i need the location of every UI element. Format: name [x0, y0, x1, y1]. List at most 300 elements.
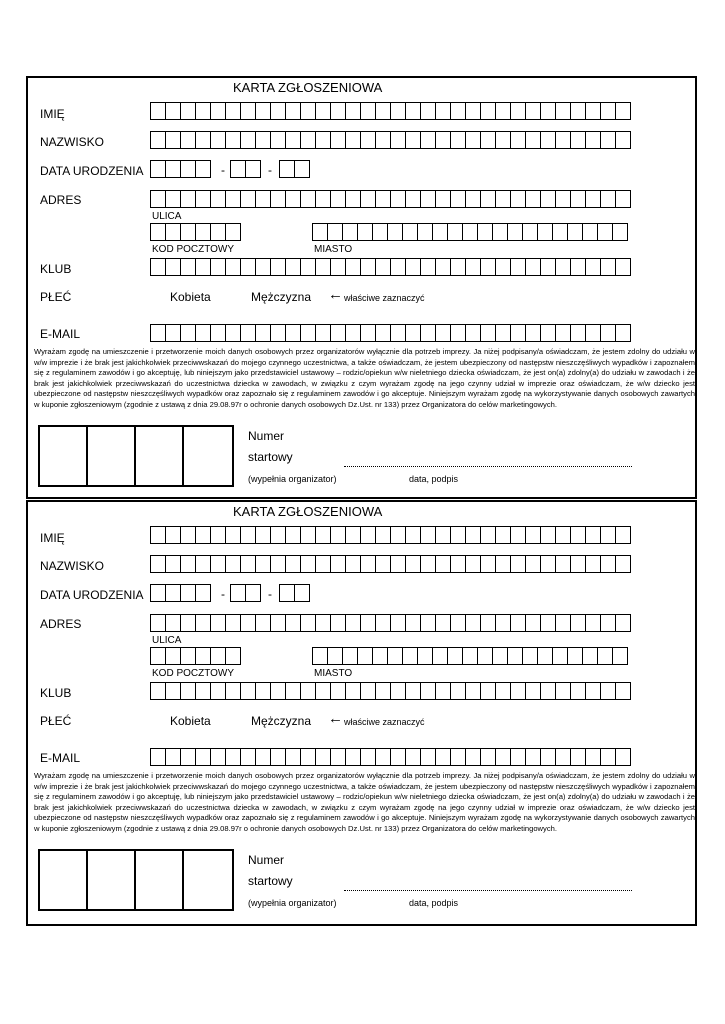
char-box[interactable] — [421, 526, 436, 544]
char-box[interactable] — [256, 190, 271, 208]
char-box[interactable] — [226, 748, 241, 766]
char-box[interactable] — [466, 526, 481, 544]
char-box[interactable] — [586, 190, 601, 208]
char-box[interactable] — [211, 102, 226, 120]
char-box[interactable] — [256, 555, 271, 573]
char-box[interactable] — [568, 223, 583, 241]
char-box[interactable] — [511, 614, 526, 632]
char-box[interactable] — [181, 131, 196, 149]
char-box[interactable] — [568, 647, 583, 665]
char-box[interactable] — [571, 614, 586, 632]
char-box[interactable] — [181, 223, 196, 241]
char-box[interactable] — [361, 748, 376, 766]
char-box[interactable] — [226, 190, 241, 208]
char-box[interactable] — [451, 682, 466, 700]
char-box[interactable] — [466, 131, 481, 149]
imie-boxes[interactable] — [150, 102, 631, 120]
char-box[interactable] — [346, 682, 361, 700]
char-box[interactable] — [556, 324, 571, 342]
char-box[interactable] — [436, 324, 451, 342]
char-box[interactable] — [226, 324, 241, 342]
imie-boxes[interactable] — [150, 526, 631, 544]
ulica-boxes[interactable] — [150, 190, 631, 208]
char-box[interactable] — [586, 258, 601, 276]
char-box[interactable] — [586, 614, 601, 632]
char-box[interactable] — [523, 223, 538, 241]
char-box[interactable] — [586, 682, 601, 700]
char-box[interactable] — [496, 682, 511, 700]
option-mezczyzna[interactable]: Mężczyzna — [251, 714, 312, 728]
char-box[interactable] — [331, 748, 346, 766]
char-box[interactable] — [511, 324, 526, 342]
char-box[interactable] — [601, 324, 616, 342]
char-box[interactable] — [211, 258, 226, 276]
char-box[interactable] — [286, 526, 301, 544]
char-box[interactable] — [286, 555, 301, 573]
char-box[interactable] — [181, 160, 196, 178]
char-box[interactable] — [466, 324, 481, 342]
char-box[interactable] — [151, 258, 166, 276]
char-box[interactable] — [196, 647, 211, 665]
char-box[interactable] — [601, 748, 616, 766]
char-box[interactable] — [421, 555, 436, 573]
char-box[interactable] — [196, 748, 211, 766]
char-box[interactable] — [616, 258, 631, 276]
char-box[interactable] — [343, 223, 358, 241]
char-box[interactable] — [241, 258, 256, 276]
char-box[interactable] — [526, 748, 541, 766]
char-box[interactable] — [406, 682, 421, 700]
char-box[interactable] — [406, 526, 421, 544]
char-box[interactable] — [541, 555, 556, 573]
char-box[interactable] — [301, 526, 316, 544]
char-box[interactable] — [196, 190, 211, 208]
char-box[interactable] — [616, 190, 631, 208]
char-box[interactable] — [211, 324, 226, 342]
char-box[interactable] — [376, 614, 391, 632]
char-box[interactable] — [181, 526, 196, 544]
char-box[interactable] — [511, 682, 526, 700]
char-box[interactable] — [256, 258, 271, 276]
char-box[interactable] — [421, 102, 436, 120]
char-box[interactable] — [523, 647, 538, 665]
char-box[interactable] — [286, 324, 301, 342]
char-box[interactable] — [256, 324, 271, 342]
birth-month-boxes[interactable] — [230, 160, 261, 178]
char-box[interactable] — [406, 102, 421, 120]
char-box[interactable] — [481, 614, 496, 632]
char-box[interactable] — [433, 647, 448, 665]
char-box[interactable] — [391, 258, 406, 276]
char-box[interactable] — [466, 748, 481, 766]
char-box[interactable] — [598, 647, 613, 665]
char-box[interactable] — [436, 526, 451, 544]
char-box[interactable] — [586, 748, 601, 766]
char-box[interactable] — [541, 102, 556, 120]
char-box[interactable] — [246, 160, 261, 178]
char-box[interactable] — [286, 682, 301, 700]
char-box[interactable] — [556, 748, 571, 766]
char-box[interactable] — [226, 614, 241, 632]
char-box[interactable] — [556, 190, 571, 208]
char-box[interactable] — [346, 526, 361, 544]
char-box[interactable] — [301, 614, 316, 632]
char-box[interactable] — [331, 102, 346, 120]
char-box[interactable] — [481, 102, 496, 120]
char-box[interactable] — [451, 102, 466, 120]
char-box[interactable] — [231, 160, 246, 178]
char-box[interactable] — [391, 748, 406, 766]
char-box[interactable] — [181, 584, 196, 602]
char-box[interactable] — [361, 526, 376, 544]
signature-line[interactable] — [344, 466, 632, 467]
char-box[interactable] — [246, 584, 261, 602]
char-box[interactable] — [571, 324, 586, 342]
email-boxes[interactable] — [150, 324, 631, 342]
kod-pocztowy-boxes[interactable] — [150, 223, 241, 241]
char-box[interactable] — [376, 258, 391, 276]
char-box[interactable] — [211, 647, 226, 665]
char-box[interactable] — [571, 190, 586, 208]
char-box[interactable] — [601, 555, 616, 573]
char-box[interactable] — [388, 647, 403, 665]
char-box[interactable] — [301, 258, 316, 276]
char-box[interactable] — [586, 555, 601, 573]
char-box[interactable] — [346, 748, 361, 766]
char-box[interactable] — [466, 555, 481, 573]
char-box[interactable] — [421, 131, 436, 149]
char-box[interactable] — [481, 682, 496, 700]
char-box[interactable] — [295, 160, 310, 178]
klub-boxes[interactable] — [150, 258, 631, 276]
char-box[interactable] — [571, 555, 586, 573]
char-box[interactable] — [451, 526, 466, 544]
char-box[interactable] — [556, 258, 571, 276]
option-mezczyzna[interactable]: Mężczyzna — [251, 290, 312, 304]
birth-day-boxes[interactable] — [150, 160, 211, 178]
char-box[interactable] — [286, 131, 301, 149]
char-box[interactable] — [583, 647, 598, 665]
char-box[interactable] — [481, 526, 496, 544]
char-box[interactable] — [226, 223, 241, 241]
char-box[interactable] — [466, 258, 481, 276]
char-box[interactable] — [280, 584, 295, 602]
char-box[interactable] — [346, 614, 361, 632]
char-box[interactable] — [616, 682, 631, 700]
char-box[interactable] — [406, 748, 421, 766]
char-box[interactable] — [538, 647, 553, 665]
char-box[interactable] — [616, 748, 631, 766]
char-box[interactable] — [556, 526, 571, 544]
char-box[interactable] — [241, 190, 256, 208]
char-box[interactable] — [331, 555, 346, 573]
char-box[interactable] — [166, 223, 181, 241]
char-box[interactable] — [211, 748, 226, 766]
char-box[interactable] — [526, 258, 541, 276]
char-box[interactable] — [316, 614, 331, 632]
char-box[interactable] — [616, 526, 631, 544]
char-box[interactable] — [271, 102, 286, 120]
char-box[interactable] — [241, 131, 256, 149]
char-box[interactable] — [331, 324, 346, 342]
char-box[interactable] — [346, 258, 361, 276]
char-box[interactable] — [571, 258, 586, 276]
char-box[interactable] — [226, 258, 241, 276]
char-box[interactable] — [508, 647, 523, 665]
char-box[interactable] — [493, 647, 508, 665]
char-box[interactable] — [358, 223, 373, 241]
char-box[interactable] — [196, 223, 211, 241]
char-box[interactable] — [391, 526, 406, 544]
char-box[interactable] — [583, 223, 598, 241]
char-box[interactable] — [376, 682, 391, 700]
birth-year-boxes[interactable] — [279, 584, 310, 602]
char-box[interactable] — [331, 682, 346, 700]
char-box[interactable] — [358, 647, 373, 665]
char-box[interactable] — [286, 190, 301, 208]
char-box[interactable] — [481, 324, 496, 342]
char-box[interactable] — [436, 748, 451, 766]
char-box[interactable] — [421, 190, 436, 208]
char-box[interactable] — [391, 614, 406, 632]
char-box[interactable] — [181, 102, 196, 120]
char-box[interactable] — [538, 223, 553, 241]
char-box[interactable] — [166, 614, 181, 632]
char-box[interactable] — [526, 614, 541, 632]
char-box[interactable] — [436, 682, 451, 700]
char-box[interactable] — [331, 526, 346, 544]
char-box[interactable] — [316, 526, 331, 544]
char-box[interactable] — [241, 748, 256, 766]
char-box[interactable] — [418, 647, 433, 665]
char-box[interactable] — [541, 614, 556, 632]
char-box[interactable] — [421, 748, 436, 766]
char-box[interactable] — [361, 682, 376, 700]
ulica-boxes[interactable] — [150, 614, 631, 632]
char-box[interactable] — [616, 614, 631, 632]
char-box[interactable] — [496, 131, 511, 149]
char-box[interactable] — [436, 102, 451, 120]
char-box[interactable] — [151, 555, 166, 573]
char-box[interactable] — [511, 102, 526, 120]
char-box[interactable] — [331, 614, 346, 632]
char-box[interactable] — [226, 131, 241, 149]
char-box[interactable] — [151, 748, 166, 766]
char-box[interactable] — [313, 647, 328, 665]
char-box[interactable] — [316, 555, 331, 573]
char-box[interactable] — [556, 614, 571, 632]
char-box[interactable] — [271, 526, 286, 544]
char-box[interactable] — [226, 682, 241, 700]
char-box[interactable] — [331, 258, 346, 276]
char-box[interactable] — [376, 131, 391, 149]
char-box[interactable] — [271, 682, 286, 700]
char-box[interactable] — [166, 258, 181, 276]
char-box[interactable] — [556, 682, 571, 700]
char-box[interactable] — [526, 682, 541, 700]
char-box[interactable] — [226, 555, 241, 573]
char-box[interactable] — [526, 526, 541, 544]
char-box[interactable] — [616, 131, 631, 149]
char-box[interactable] — [496, 258, 511, 276]
char-box[interactable] — [601, 131, 616, 149]
char-box[interactable] — [151, 223, 166, 241]
char-box[interactable] — [373, 647, 388, 665]
char-box[interactable] — [391, 682, 406, 700]
char-box[interactable] — [598, 223, 613, 241]
char-box[interactable] — [328, 223, 343, 241]
char-box[interactable] — [301, 555, 316, 573]
char-box[interactable] — [151, 131, 166, 149]
char-box[interactable] — [226, 526, 241, 544]
char-box[interactable] — [421, 324, 436, 342]
char-box[interactable] — [280, 160, 295, 178]
nazwisko-boxes[interactable] — [150, 555, 631, 573]
char-box[interactable] — [406, 190, 421, 208]
char-box[interactable] — [433, 223, 448, 241]
char-box[interactable] — [616, 555, 631, 573]
char-box[interactable] — [196, 614, 211, 632]
char-box[interactable] — [196, 324, 211, 342]
char-box[interactable] — [166, 324, 181, 342]
char-box[interactable] — [481, 748, 496, 766]
char-box[interactable] — [586, 526, 601, 544]
char-box[interactable] — [496, 324, 511, 342]
char-box[interactable] — [166, 748, 181, 766]
char-box[interactable] — [451, 748, 466, 766]
char-box[interactable] — [496, 190, 511, 208]
miasto-boxes[interactable] — [312, 647, 628, 665]
char-box[interactable] — [256, 748, 271, 766]
char-box[interactable] — [196, 102, 211, 120]
char-box[interactable] — [151, 584, 166, 602]
char-box[interactable] — [301, 102, 316, 120]
char-box[interactable] — [466, 682, 481, 700]
char-box[interactable] — [541, 131, 556, 149]
char-box[interactable] — [601, 258, 616, 276]
char-box[interactable] — [166, 102, 181, 120]
char-box[interactable] — [376, 324, 391, 342]
char-box[interactable] — [496, 614, 511, 632]
char-box[interactable] — [466, 614, 481, 632]
char-box[interactable] — [436, 258, 451, 276]
char-box[interactable] — [601, 102, 616, 120]
char-box[interactable] — [181, 614, 196, 632]
char-box[interactable] — [391, 190, 406, 208]
char-box[interactable] — [241, 614, 256, 632]
char-box[interactable] — [478, 647, 493, 665]
char-box[interactable] — [286, 258, 301, 276]
char-box[interactable] — [196, 682, 211, 700]
char-box[interactable] — [466, 190, 481, 208]
char-box[interactable] — [406, 324, 421, 342]
char-box[interactable] — [463, 223, 478, 241]
char-box[interactable] — [271, 131, 286, 149]
char-box[interactable] — [406, 131, 421, 149]
char-box[interactable] — [316, 190, 331, 208]
char-box[interactable] — [436, 555, 451, 573]
char-box[interactable] — [556, 555, 571, 573]
char-box[interactable] — [241, 324, 256, 342]
char-box[interactable] — [181, 190, 196, 208]
char-box[interactable] — [556, 131, 571, 149]
char-box[interactable] — [511, 555, 526, 573]
char-box[interactable] — [361, 324, 376, 342]
char-box[interactable] — [448, 223, 463, 241]
char-box[interactable] — [406, 555, 421, 573]
char-box[interactable] — [331, 131, 346, 149]
char-box[interactable] — [406, 258, 421, 276]
char-box[interactable] — [418, 223, 433, 241]
signature-line[interactable] — [344, 890, 632, 891]
char-box[interactable] — [481, 131, 496, 149]
char-box[interactable] — [211, 682, 226, 700]
char-box[interactable] — [295, 584, 310, 602]
char-box[interactable] — [511, 258, 526, 276]
char-box[interactable] — [478, 223, 493, 241]
char-box[interactable] — [328, 647, 343, 665]
char-box[interactable] — [316, 102, 331, 120]
char-box[interactable] — [271, 555, 286, 573]
char-box[interactable] — [391, 324, 406, 342]
char-box[interactable] — [451, 190, 466, 208]
char-box[interactable] — [316, 258, 331, 276]
char-box[interactable] — [601, 682, 616, 700]
char-box[interactable] — [256, 526, 271, 544]
miasto-boxes[interactable] — [312, 223, 628, 241]
char-box[interactable] — [301, 324, 316, 342]
char-box[interactable] — [451, 131, 466, 149]
char-box[interactable] — [481, 190, 496, 208]
char-box[interactable] — [151, 614, 166, 632]
char-box[interactable] — [403, 223, 418, 241]
char-box[interactable] — [151, 160, 166, 178]
char-box[interactable] — [181, 258, 196, 276]
char-box[interactable] — [211, 526, 226, 544]
char-box[interactable] — [451, 258, 466, 276]
char-box[interactable] — [166, 160, 181, 178]
char-box[interactable] — [526, 131, 541, 149]
char-box[interactable] — [388, 223, 403, 241]
char-box[interactable] — [346, 555, 361, 573]
char-box[interactable] — [301, 748, 316, 766]
char-box[interactable] — [541, 526, 556, 544]
char-box[interactable] — [541, 682, 556, 700]
char-box[interactable] — [316, 324, 331, 342]
char-box[interactable] — [526, 555, 541, 573]
char-box[interactable] — [256, 131, 271, 149]
char-box[interactable] — [196, 160, 211, 178]
char-box[interactable] — [493, 223, 508, 241]
char-box[interactable] — [256, 102, 271, 120]
char-box[interactable] — [376, 102, 391, 120]
char-box[interactable] — [361, 131, 376, 149]
char-box[interactable] — [181, 555, 196, 573]
char-box[interactable] — [406, 614, 421, 632]
char-box[interactable] — [151, 526, 166, 544]
char-box[interactable] — [553, 647, 568, 665]
char-box[interactable] — [553, 223, 568, 241]
char-box[interactable] — [211, 555, 226, 573]
char-box[interactable] — [301, 131, 316, 149]
char-box[interactable] — [391, 102, 406, 120]
char-box[interactable] — [376, 555, 391, 573]
nazwisko-boxes[interactable] — [150, 131, 631, 149]
char-box[interactable] — [346, 190, 361, 208]
char-box[interactable] — [271, 748, 286, 766]
char-box[interactable] — [586, 102, 601, 120]
char-box[interactable] — [301, 682, 316, 700]
